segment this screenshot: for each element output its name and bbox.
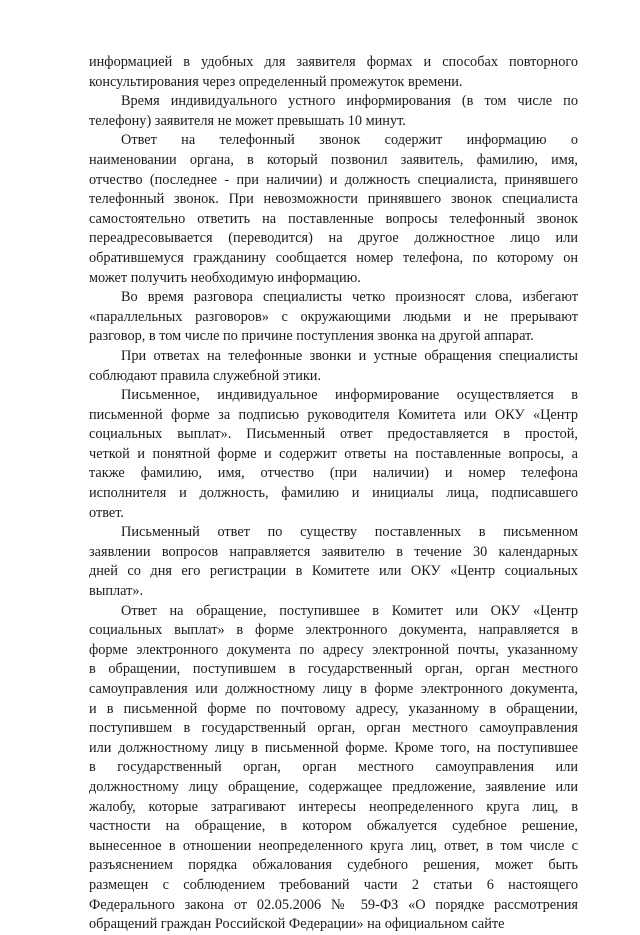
paragraph-line: выплат». xyxy=(89,583,144,600)
paragraph xyxy=(89,523,578,601)
paragraph xyxy=(89,53,578,92)
paragraph-line: может получить необходимую информацию. xyxy=(89,269,361,286)
paragraph xyxy=(89,347,578,386)
paragraph-line: «параллельных разговоров» с окружающими людьми и не прерывают xyxy=(89,308,578,325)
paragraph-line: заявлении вопросов направляется заявителю в течение 30 календарных xyxy=(89,543,578,560)
paragraph-line: соблюдают правила служебной этики. xyxy=(89,367,322,384)
paragraph-line: размещен с соблюдением требований части 2 статьи 6 настоящего xyxy=(89,876,578,893)
paragraph-line: форме электронного документа по адресу электронной почты, указанному xyxy=(89,641,578,658)
paragraph-line: четкой и понятной форме и содержит ответы на поставленные вопросы, а xyxy=(89,445,578,462)
paragraph-line: самостоятельно ответить на поставленные вопросы телефонный звонок xyxy=(89,210,578,227)
paragraph-line: должностному лицу обращение, содержащее предложение, заявление или xyxy=(89,778,578,795)
paragraph-line: также фамилию, имя, отчество (при наличии) и номер телефона xyxy=(89,465,578,482)
paragraph-line: или должностному лицу в письменной форме. Кроме того, на поступившее xyxy=(89,739,578,756)
paragraph-line: наименовании органа, в который позвонил заявитель, фамилию, имя, xyxy=(89,151,578,168)
paragraph-line: При ответах на телефонные звонки и устные обращения специалисты xyxy=(121,347,578,364)
paragraph-line: самоуправления или должностному лицу в форме электронного документа, xyxy=(89,681,578,697)
paragraph xyxy=(89,288,578,347)
paragraph-line: дней со дня его регистрации в Комитете или ОКУ «Центр социальных xyxy=(89,563,578,580)
paragraph-line: Ответ на обращение, поступившее в Комитет или ОКУ «Центр xyxy=(121,602,578,619)
paragraph-line: Письменный ответ по существу поставленных в письменном xyxy=(121,524,578,541)
paragraph-line: обращений граждан Российской Федерации» на официальном сайте xyxy=(89,916,505,933)
paragraph-line: исполнителя и должность, фамилию и инициалы лица, подписавшего xyxy=(89,485,578,502)
paragraph-line: обратившемуся гражданину сообщается номер телефона, по которому он xyxy=(89,249,578,266)
paragraph-line: в обращении, поступившем в государственный орган, орган местного xyxy=(89,661,578,678)
paragraph-line: вынесенное в отношении неопределенного круга лиц, ответ, в том числе с xyxy=(89,837,578,854)
paragraph-line: в государственный орган, орган местного самоуправления или xyxy=(89,759,578,776)
paragraph-line: частности на обращение, в котором обжалуется судебное решение, xyxy=(89,818,578,835)
paragraph-line: отчество (последнее - при наличии) и должность специалиста, принявшего xyxy=(89,171,578,188)
paragraph-line: переадресовывается (переводится) на другое должностное лицо или xyxy=(89,230,578,247)
paragraph-line: Федерального закона от 02.05.2006 № 59-ФЗ «О порядке рассмотрения xyxy=(89,896,578,913)
paragraph-line: социальных выплат» в форме электронного документа, направляется в xyxy=(89,622,578,639)
paragraph xyxy=(89,602,578,935)
paragraph-line: ответ. xyxy=(89,504,124,521)
paragraph-line: письменной форме за подписью руководителя Комитета или ОКУ «Центр xyxy=(89,406,578,423)
paragraph-line: консультирования через определенный промежуток времени. xyxy=(89,73,463,90)
paragraph-line: поступившем в государственный орган, орган местного самоуправления xyxy=(89,720,578,737)
paragraph-line: Время индивидуального устного информирования (в том числе по xyxy=(121,93,578,110)
paragraph-line: разговор, в том числе по причине поступления звонка на другой аппарат. xyxy=(89,328,534,345)
paragraph-line: социальных выплат». Письменный ответ предоставляется в простой, xyxy=(89,426,578,443)
paragraph xyxy=(89,386,578,523)
paragraph-line: телефонный звонок. При невозможности принявшего звонок специалиста xyxy=(89,191,578,208)
paragraph-line: телефону) заявителя не может превышать 10 минут. xyxy=(89,112,406,129)
paragraph-line: жалобу, которые затрагивают интересы неопределенного круга лиц, в xyxy=(89,798,578,815)
paragraph xyxy=(89,92,578,131)
paragraph-line: Ответ на телефонный звонок содержит информацию о xyxy=(121,132,578,149)
paragraph-line: разъяснением порядка обжалования судебного решения, может быть xyxy=(89,857,578,874)
paragraph-line: информацией в удобных для заявителя формах и способах повторного xyxy=(89,54,578,70)
document-body xyxy=(89,53,578,935)
paragraph-line: и в письменной форме по почтовому адресу, указанному в обращении, xyxy=(89,700,578,717)
paragraph-line: Во время разговора специалисты четко произносят слова, избегают xyxy=(121,289,578,306)
paragraph xyxy=(89,131,578,288)
paragraph-line: Письменное, индивидуальное информирование осуществляется в xyxy=(121,387,578,404)
